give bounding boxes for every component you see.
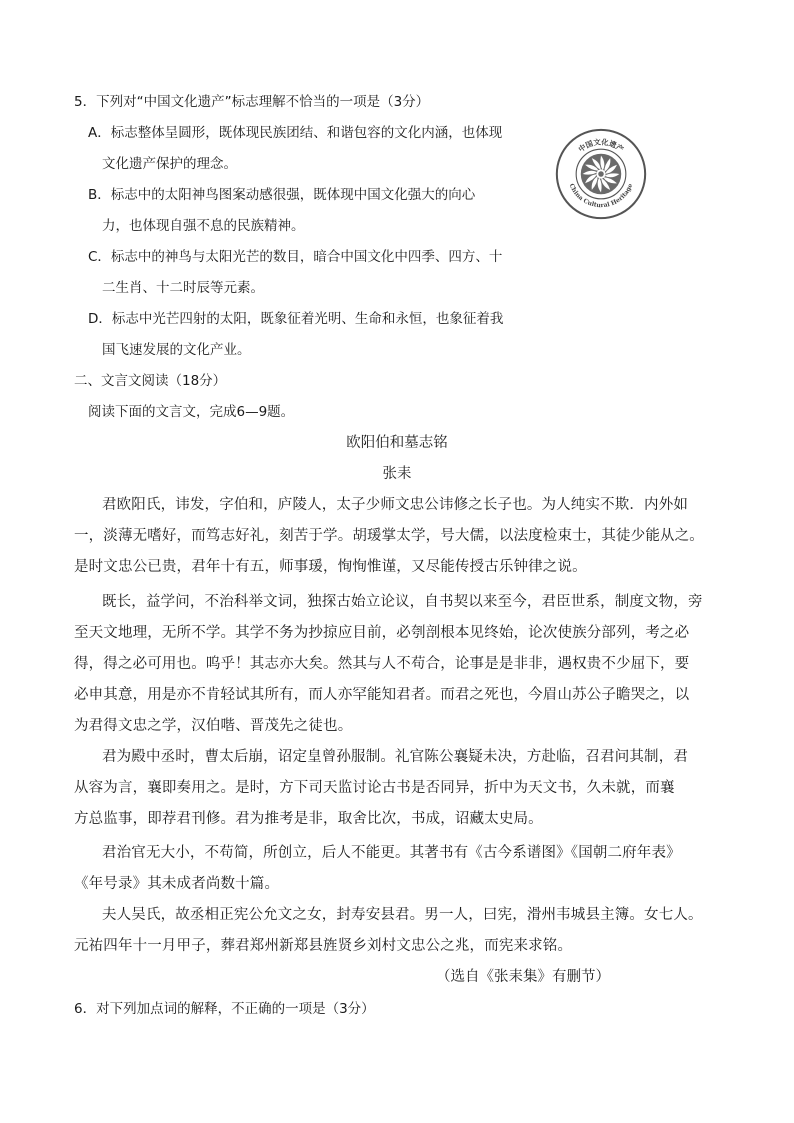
passage-author: 张耒 [382,466,412,482]
paragraph-line: 君治官无大小，不苟简，所创立，后人不能更。其著书有《古今系谱图》《国朝二府年表》 [102,845,681,861]
option-a-line1: A．标志整体呈圆形，既体现民族团结、和谐包容的文化内涵，也体现 [88,125,503,141]
logo-ring-text: China Cultural Heritage [567,182,635,210]
option-b-line2: 力，也体现自强不息的民族精神。 [102,218,305,234]
paragraph-line: 至天文地理，无所不学。其学不务为抄掠应目前，必刳剖根本见终始，论次使族分部列，考之必 [74,625,690,641]
option-d-line1: D．标志中光芒四射的太阳，既象征着光明、生命和永恒，也象征着我 [88,311,504,327]
china-cultural-heritage-logo [555,128,647,220]
paragraph-line: 必申其意，用是亦不肯轻试其所有，而人亦罕能知君者。而君之死也，今眉山苏公子瞻哭之，以 [74,687,690,703]
paragraph-line: 从容为言，襄即奏用之。是时，方下司天监讨论古书是否同异，折中为天文书，久未就，而襄 [74,780,675,796]
paragraph-line: 元祐四年十一月甲子，葬君郑州新郑县旌贤乡刘村文忠公之兆，而宪来求铭。 [74,938,573,954]
paragraph-line: 为君得文忠之学，汉伯喈、晋茂先之徒也。 [74,718,353,734]
paragraph-line: 《年号录》其未成者尚数十篇。 [74,876,280,892]
paragraph-line: 夫人吴氏，故丞相正宪公允文之女，封寿安县君。男一人，曰宪，滑州韦城县主簿。女七人。 [102,907,703,923]
svg-text:中国文化遗产 [577,137,626,154]
question-5-stem: 5．下列对“中国文化遗产”标志理解不恰当的一项是（3分） [74,94,430,110]
paragraph-line: 一，淡薄无嗜好，而笃志好礼，刻苦于学。胡瑗掌太学，号大儒，以法度检束士，其徒少能从之。 [74,528,704,544]
passage-source: （选自《张耒集》有删节） [436,969,610,985]
passage-title: 欧阳伯和墓志铭 [346,435,448,451]
option-c-line2: 二生肖、十二时辰等元素。 [102,280,264,296]
logo-top-text: 中国文化遗产 [576,137,626,154]
option-a-line2: 文化遗产保护的理念。 [102,156,237,172]
option-c-line1: C．标志中的神鸟与太阳光芒的数目，暗合中国文化中四季、四方、十 [88,249,503,265]
paragraph-line: 方总监事，即荐君刊修。君为推考是非，取舍比次，书成，诏藏太史局。 [74,811,543,827]
paragraph-line: 是时文忠公已贵，君年十有五，师事瑗，恂恂惟谨，又尽能传授古乐钟律之说。 [74,559,587,575]
paragraph-line: 既长，益学问，不治科举文词，独探古始立论议，自书契以来至今，君臣世系，制度文物，旁 [102,594,703,610]
section-2-heading: 二、文言文阅读（18分） [74,373,227,389]
reading-instruction: 阅读下面的文言文，完成6—9题。 [88,404,295,420]
paragraph-line: 得，得之必可用也。呜乎！其志亦大矣。然其与人不苟合，论事是是非非，遇权贵不少屈下，要 [74,656,690,672]
question-6-stem: 6．对下列加点词的解释，不正确的一项是（3分） [74,1001,375,1017]
sun-bird-icon [581,154,621,194]
option-b-line1: B．标志中的太阳神鸟图案动感很强，既体现中国文化强大的向心 [88,187,476,203]
paragraph-line: 君为殿中丞时，曹太后崩，诏定皇曾孙服制。礼官陈公襄疑未决，方赴临，召君问其制，君 [102,749,688,765]
paragraph-line: 君欧阳氏，讳发，字伯和，庐陵人，太子少师文忠公讳修之长子也。为人纯实不欺．内外如 [102,497,688,513]
option-d-line2: 国飞速发展的文化产业。 [102,342,251,358]
